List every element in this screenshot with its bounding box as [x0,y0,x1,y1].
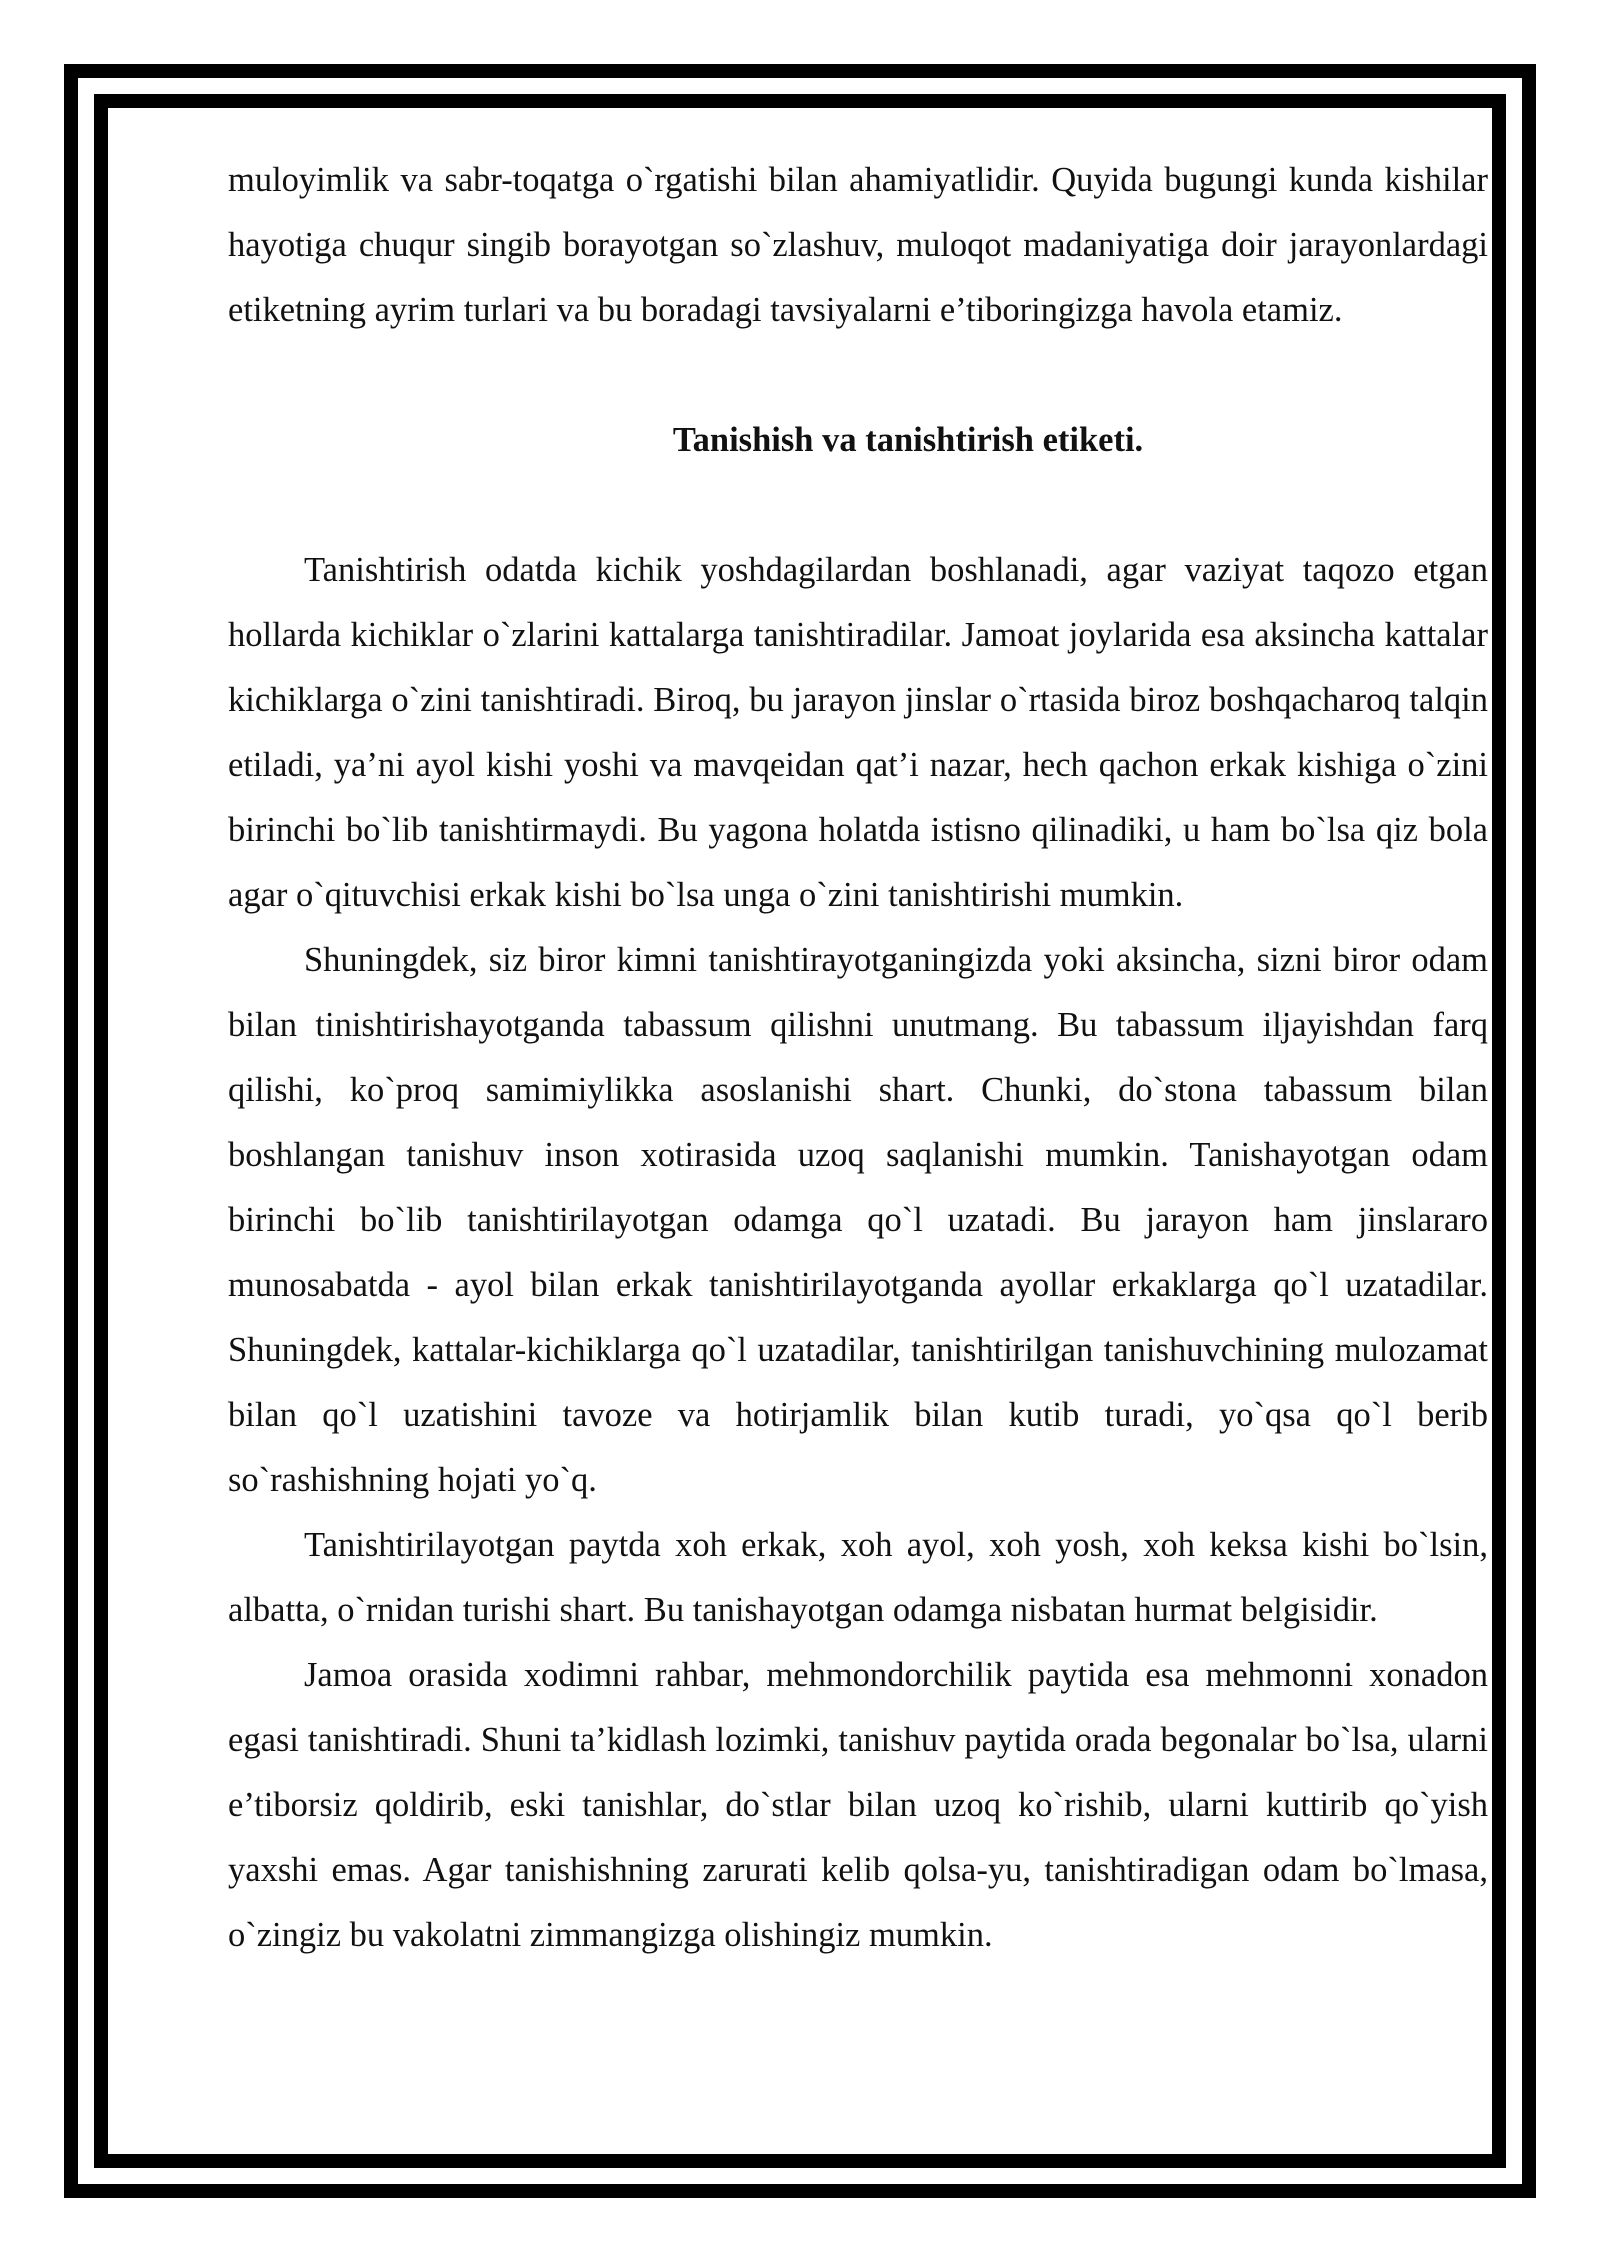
body-paragraph: Tanishtirilayotgan paytda xoh erkak, xoh ayol, xoh yosh, xoh keksa kishi bo`lsin, albatta, o`rnidan turishi shart. Bu tanishayotgan odamga nisbatan hurmat belgisidir. [228,1526,1488,1629]
body-paragraph: Jamoa orasida xodimni rahbar, mehmondorchilik paytida esa mehmonni xonadon egasi tanishtiradi. Shuni ta’kidlash lozimki, tanishuv paytida orada begonalar bo`lsa, ularni e’tiborsiz qoldirib, eski tanishlar, do`stlar bilan uzoq ko`rishib, ularni kuttirib qo`yish yaxshi emas. Agar tanishishning zarurati kelib qolsa-yu, tanishtiradigan odam bo`lmasa, o`zingiz bu vakolatni zimmangizga olishingiz mumkin. [228,1656,1488,1954]
document-body [228,148,1488,1968]
spacer [228,343,1488,408]
section-heading: Tanishish va tanishtirish etiketi. [672,421,1144,459]
body-paragraph: Shuningdek, siz biror kimni tanishtirayotganingizda yoki aksincha, sizni biror odam bilan tinishtirishayotganda tabassum qilishni unutmang. Bu tabassum iljayishdan farq qilishi, ko`proq samimiylikka asoslanishi shart. Chunki, do`stona tabassum bilan boshlangan tanishuv inson xotirasida uzoq saqlanishi mumkin. Tanishayotgan odam birinchi bo`lib tanishtirilayotgan odamga qo`l uzatadi. Bu jarayon ham jinslararo munosabatda - ayol bilan erkak tanishtirilayotganda ayollar erkaklarga qo`l uzatadilar. Shuningdek, kattalar-kichiklarga qo`l uzatadilar, tanishtirilgan tanishuvchining mulozamat bilan qo`l uzatishini tavoze va hotirjamlik bilan kutib turadi, yo`qsa qo`l berib so`rashishning hojati yo`q. [228,941,1488,1499]
spacer [228,473,1488,538]
body-paragraph: Tanishtirish odatda kichik yoshdagilardan boshlanadi, agar vaziyat taqozo etgan hollarda kichiklar o`zlarini kattalarga tanishtiradilar. Jamoat joylarida esa aksincha kattalar kichiklarga o`zini tanishtiradi. Biroq, bu jarayon jinslar o`rtasida biroz boshqacharoq talqin etiladi, ya’ni ayol kishi yoshi va mavqeidan qat’i nazar, hech qachon erkak kishiga o`zini birinchi bo`lib tanishtirmaydi. Bu yagona holatda istisno qilinadiki, u ham bo`lsa qiz bola agar o`qituvchisi erkak kishi bo`lsa unga o`zini tanishtirishi mumkin. [228,551,1488,914]
intro-paragraph: muloyimlik va sabr-toqatga o`rgatishi bilan ahamiyatlidir. Quyida bugungi kunda kishilar hayotiga chuqur singib borayotgan so`zlashuv, muloqot madaniyatiga doir jarayonlardagi etiketning ayrim turlari va bu boradagi tavsiyalarni e’tiboringizga havola etamiz. [228,161,1488,329]
